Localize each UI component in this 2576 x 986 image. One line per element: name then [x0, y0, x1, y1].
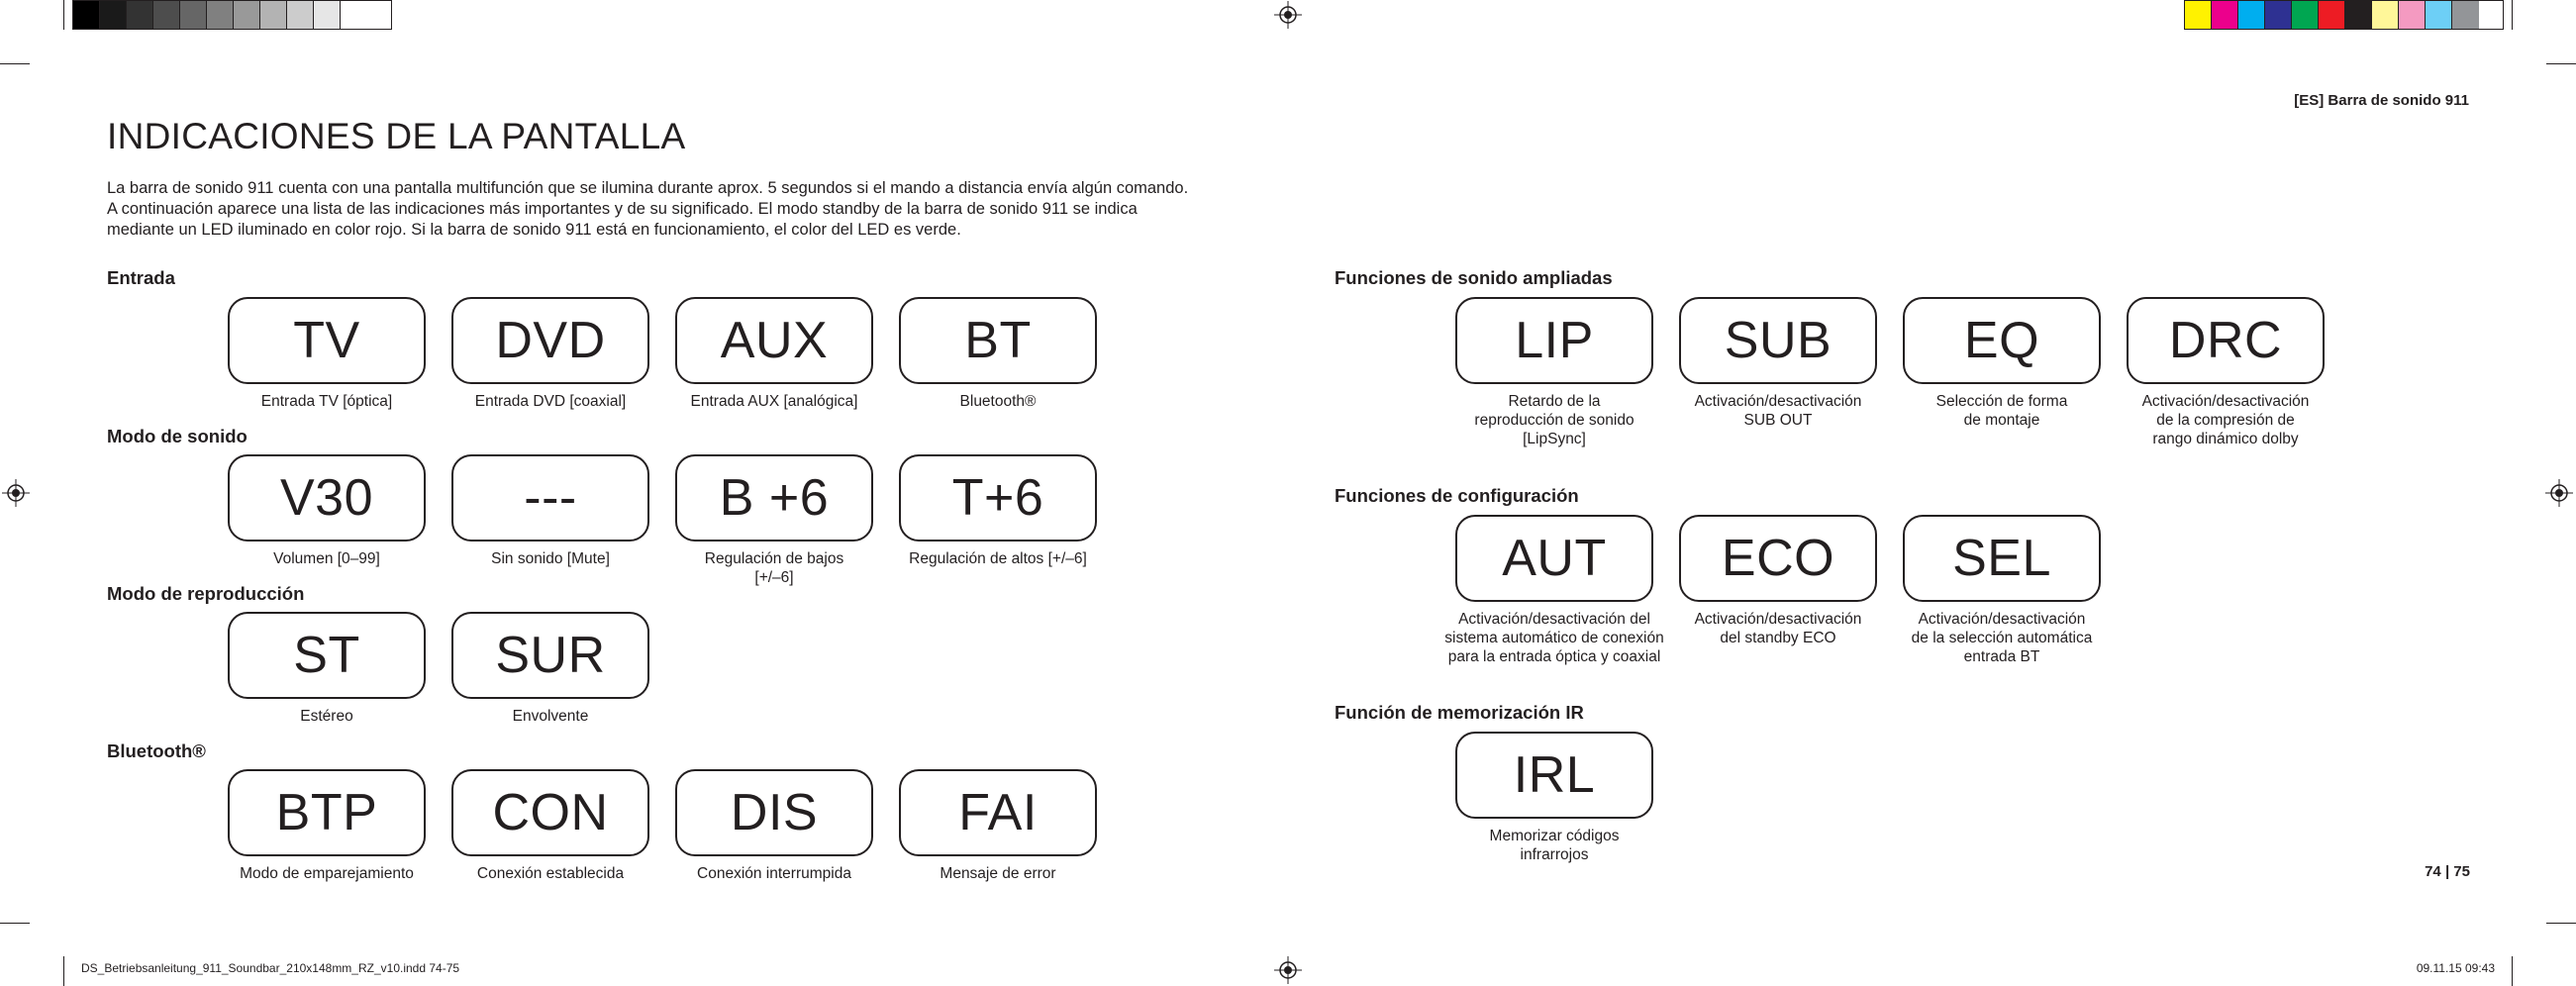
display-box: ST	[228, 612, 426, 699]
color-swatch	[2345, 1, 2372, 29]
page-title: INDICACIONES DE LA PANTALLA	[107, 116, 686, 156]
indicator-irl	[1455, 732, 1653, 864]
indicator-btp	[228, 769, 426, 883]
indicator-row-modo-sonido	[228, 454, 1097, 587]
display-box: T+6	[899, 454, 1097, 542]
color-swatch	[2452, 1, 2479, 29]
indicator-sel	[1903, 515, 2101, 666]
display-box: ECO	[1679, 515, 1877, 602]
indicator-caption: Entrada AUX [analógica]	[690, 393, 858, 410]
crop-mark	[0, 923, 30, 924]
indicator-caption: Selección de forma de montaje	[1935, 393, 2068, 429]
display-box: FAI	[899, 769, 1097, 856]
indicator-treble	[899, 454, 1097, 587]
indicator-dvd	[451, 297, 649, 411]
running-title: [ES] Barra de sonido 911	[2294, 92, 2469, 109]
registration-mark-icon	[1274, 1, 1302, 29]
color-swatch	[2399, 1, 2426, 29]
indicator-caption: Estéreo	[300, 708, 353, 725]
indicator-caption: Conexión establecida	[476, 865, 625, 882]
color-swatch	[2238, 1, 2265, 29]
indicator-row-sonido-ampliadas	[1455, 297, 2325, 448]
section-heading-configuracion: Funciones de configuración	[1335, 485, 1579, 506]
display-box: DRC	[2127, 297, 2325, 384]
color-swatch	[73, 1, 100, 29]
color-swatch	[2292, 1, 2319, 29]
indicator-bass	[675, 454, 873, 587]
display-box: TV	[228, 297, 426, 384]
indicator-row-configuracion	[1444, 515, 2101, 666]
display-box: ---	[451, 454, 649, 542]
crop-mark	[2546, 923, 2576, 924]
indicator-sur	[451, 612, 649, 726]
indicator-caption: Entrada TV [óptica]	[260, 393, 393, 410]
slug-date: 09.11.15 09:43	[2416, 961, 2495, 975]
color-swatch	[260, 1, 287, 29]
indicator-caption: Activación/desactivación de la compresión de rango dinámico dolby	[2141, 393, 2310, 447]
display-box: AUX	[675, 297, 873, 384]
display-box: SUB	[1679, 297, 1877, 384]
display-box: LIP	[1455, 297, 1653, 384]
display-box: SEL	[1903, 515, 2101, 602]
indicator-v30	[228, 454, 426, 587]
indicator-caption: Entrada DVD [coaxial]	[474, 393, 627, 410]
section-heading-bluetooth: Bluetooth®	[107, 740, 206, 761]
indicator-eco	[1679, 515, 1877, 666]
indicator-caption: Sin sonido [Mute]	[491, 550, 610, 567]
display-box: EQ	[1903, 297, 2101, 384]
indicator-caption: Modo de emparejamiento	[240, 865, 414, 882]
registration-mark-icon	[1274, 956, 1302, 984]
intro-line: mediante un LED iluminado en color rojo. Si la barra de sonido 911 está en funcionamiento, el color del LED es verde.	[107, 221, 961, 239]
indicator-aux	[675, 297, 873, 411]
crop-mark	[63, 956, 64, 986]
indicator-caption: Activación/desactivación del sistema automático de conexión para la entrada óptica y coaxial	[1444, 611, 1664, 665]
crop-mark	[2512, 956, 2513, 986]
display-box: BT	[899, 297, 1097, 384]
indicator-sub	[1679, 297, 1877, 448]
section-heading-sonido-ampliadas: Funciones de sonido ampliadas	[1335, 267, 1613, 288]
indicator-caption: Mensaje de error	[940, 865, 1056, 882]
display-box: B +6	[675, 454, 873, 542]
indicator-caption: Bluetooth®	[959, 393, 1037, 410]
color-swatch	[153, 1, 180, 29]
color-swatch	[180, 1, 207, 29]
display-box: IRL	[1455, 732, 1653, 819]
indicator-caption: Envolvente	[512, 708, 589, 725]
indicator-lip	[1455, 297, 1653, 448]
indicator-eq	[1903, 297, 2101, 448]
display-box: SUR	[451, 612, 649, 699]
indicator-row-entrada	[228, 297, 1097, 411]
intro-line: A continuación aparece una lista de las indicaciones más importantes y de su significado. El modo standby de la barra de sonido 911 se indica	[107, 200, 1138, 218]
color-swatch	[2212, 1, 2238, 29]
registration-mark-icon	[2545, 479, 2573, 507]
indicator-row-memorizacion-ir	[1455, 732, 1653, 864]
color-swatch	[2265, 1, 2292, 29]
indicator-caption: Activación/desactivación de la selección automática entrada BT	[1911, 611, 2093, 665]
crop-mark	[63, 0, 64, 30]
display-box: CON	[451, 769, 649, 856]
display-box: DVD	[451, 297, 649, 384]
intro-line: La barra de sonido 911 cuenta con una pantalla multifunción que se ilumina durante aprox. 5 segundos si el mando a distancia envía algún comando.	[107, 179, 1189, 197]
color-swatch	[287, 1, 314, 29]
indicator-caption: Regulación de altos [+/–6]	[909, 550, 1087, 567]
crop-mark	[0, 63, 30, 64]
indicator-caption: Conexión interrumpida	[697, 865, 851, 882]
slug-file: DS_Betriebsanleitung_911_Soundbar_210x148mm_RZ_v10.indd 74-75	[81, 961, 460, 975]
display-box: DIS	[675, 769, 873, 856]
indicator-caption: Volumen [0–99]	[273, 550, 380, 567]
color-swatch	[341, 1, 367, 29]
indicator-tv	[228, 297, 426, 411]
indicator-drc	[2127, 297, 2325, 448]
registration-mark-icon	[2, 479, 30, 507]
color-swatch	[2319, 1, 2345, 29]
color-swatch	[207, 1, 234, 29]
indicator-dis	[675, 769, 873, 883]
indicator-row-modo-reproduccion	[228, 612, 649, 726]
indicator-aut	[1444, 515, 1664, 666]
indicator-row-bluetooth	[228, 769, 1097, 883]
color-swatch	[2185, 1, 2212, 29]
indicator-caption: Memorizar códigos infrarrojos	[1489, 828, 1620, 863]
color-swatch	[100, 1, 127, 29]
grayscale-strip	[72, 0, 392, 30]
crop-mark	[2546, 63, 2576, 64]
indicator-caption: Activación/desactivación SUB OUT	[1694, 393, 1862, 429]
indicator-st	[228, 612, 426, 726]
section-heading-entrada: Entrada	[107, 267, 175, 288]
page-numbers: 74 | 75	[2425, 863, 2470, 880]
indicator-con	[451, 769, 649, 883]
section-heading-modo-reproduccion: Modo de reproducción	[107, 583, 305, 604]
color-swatch	[127, 1, 153, 29]
color-swatch	[314, 1, 341, 29]
display-box: V30	[228, 454, 426, 542]
color-swatch	[234, 1, 260, 29]
crop-mark	[2512, 0, 2513, 30]
indicator-mute	[451, 454, 649, 587]
indicator-caption: Regulación de bajos [+/–6]	[704, 550, 844, 586]
indicator-caption: Activación/desactivación del standby ECO	[1694, 611, 1862, 646]
indicator-bt	[899, 297, 1097, 411]
section-heading-memorizacion-ir: Función de memorización IR	[1335, 702, 1584, 723]
display-box: AUT	[1455, 515, 1653, 602]
indicator-fai	[899, 769, 1097, 883]
section-heading-modo-sonido: Modo de sonido	[107, 426, 248, 446]
intro-paragraph	[107, 178, 1255, 241]
display-box: BTP	[228, 769, 426, 856]
color-swatch	[2372, 1, 2399, 29]
color-strip	[2184, 0, 2504, 30]
indicator-caption: Retardo de la reproducción de sonido [LipSync]	[1474, 393, 1635, 447]
color-swatch	[2426, 1, 2452, 29]
